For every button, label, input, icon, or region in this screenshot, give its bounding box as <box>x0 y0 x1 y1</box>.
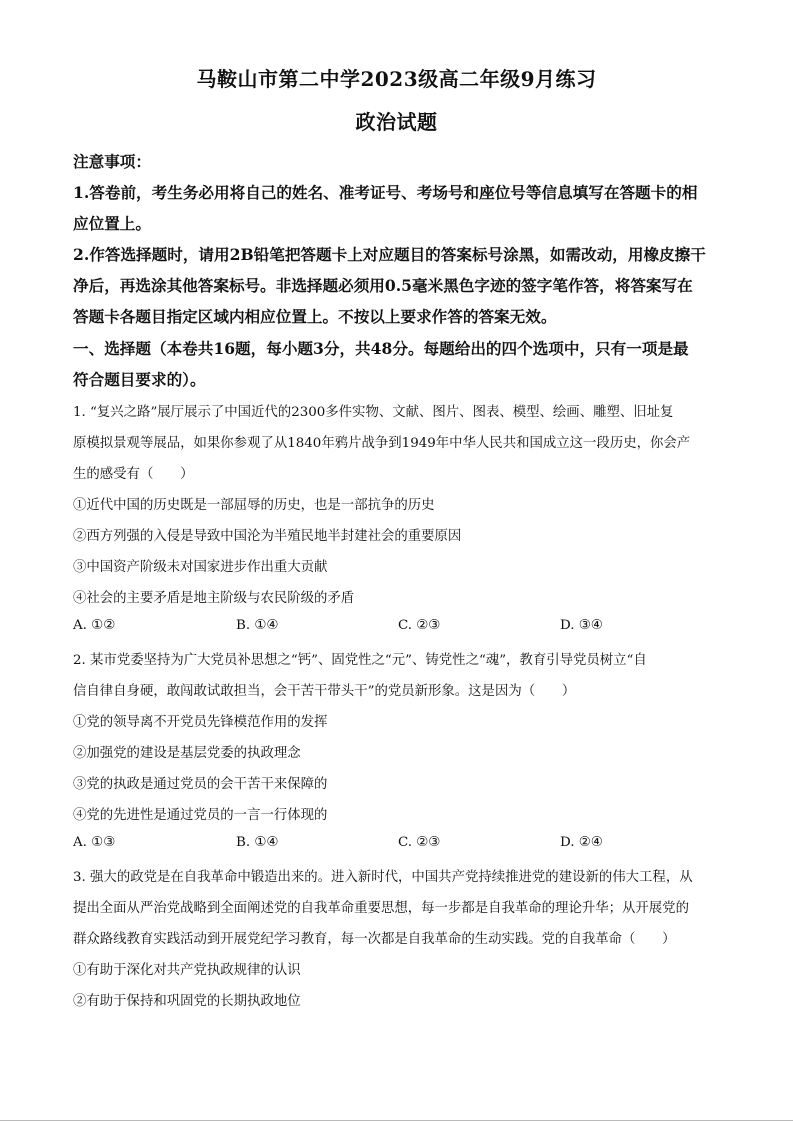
notice-heading: 注意事项： <box>73 152 151 171</box>
question-1-stem: 原模拟景观等展品，如果你参观了从1840年鸦片战争到1949年中华人民共和国成立这一段历史，你会产 <box>73 436 691 451</box>
exam-title: 马鞍山市第二中学2023级高二年级9月练习 <box>196 67 597 91</box>
question-1-option-c: C. ②③ <box>398 618 441 633</box>
question-2-item: ③党的执政是通过党员的会干苦干来保障的 <box>73 777 328 792</box>
question-1-option-b: B. ①④ <box>236 618 279 633</box>
question-3-stem: 提出全面从严治党战略到全面阐述党的自我革命重要思想，每一步都是自我革命的理论升华；从开展党的 <box>73 901 689 916</box>
question-1-item: ①近代中国的历史既是一部屈辱的历史，也是一部抗争的历史 <box>73 498 435 513</box>
question-2-item: ①党的领导离不开党员先锋模范作用的发挥 <box>73 715 328 730</box>
question-2-item: ④党的先进性是通过党员的一言一行体现的 <box>73 808 328 823</box>
question-3-stem: 群众路线教育实践活动到开展党纪学习教育，每一次都是自我革命的生动实践。党的自我革命（ ） <box>73 932 676 947</box>
question-2-stem: 信自律自身硬，敢闯敢试敢担当，会干苦干带头干”的党员新形象。这是因为（ ） <box>73 684 576 699</box>
question-1-item: ②西方列强的入侵是导致中国沦为半殖民地半封建社会的重要原因 <box>73 529 462 544</box>
question-1-stem: 1. “复兴之路”展厅展示了中国近代的2300多件实物、文献、图片、图表、模型、绘画、雕塑、旧址复 <box>73 405 674 420</box>
question-2-stem: 2. 某市党委坚持为广大党员补思想之“钙”、固党性之“元”、铸党性之“魂”，教育引导党员树立“自 <box>73 653 647 668</box>
question-3-item: ①有助于深化对共产党执政规律的认识 <box>73 963 301 978</box>
question-1-item: ④社会的主要矛盾是地主阶级与农民阶级的矛盾 <box>73 591 355 606</box>
question-1-option-d: D. ③④ <box>560 618 603 633</box>
question-2-option-c: C. ②③ <box>398 835 441 850</box>
page-bottom-rule <box>0 1120 793 1121</box>
section-heading: 符合题目要求的）。 <box>73 370 206 389</box>
section-heading: 一、选择题（本卷共16题，每小题3分，共48分。每题给出的四个选项中，只有一项是最 <box>73 339 689 358</box>
notice-line: 净后，再选涂其他答案标号。非选择题必须用0.5毫米黑色字迹的签字笔作答，将答案写在 <box>73 276 693 295</box>
question-3-stem: 3. 强大的政党是在自我革命中锻造出来的。进入新时代，中国共产党持续推进党的建设新的伟大工程，从 <box>73 870 693 885</box>
notice-line: 1.答卷前，考生务必用将自己的姓名、准考证号、考场号和座位号等信息填写在答题卡的相 <box>73 183 698 202</box>
notice-line: 2.作答选择题时，请用2B铅笔把答题卡上对应题目的答案标号涂黑，如需改动，用橡皮擦干 <box>73 245 706 264</box>
notice-line: 答题卡各题目指定区域内相应位置上。不按以上要求作答的答案无效。 <box>73 307 557 326</box>
question-1-item: ③中国资产阶级未对国家进步作出重大贡献 <box>73 560 328 575</box>
question-2-option-b: B. ①④ <box>236 835 279 850</box>
question-2-item: ②加强党的建设是基层党委的执政理念 <box>73 746 301 761</box>
notice-line: 应位置上。 <box>73 214 151 233</box>
exam-subtitle: 政治试题 <box>355 110 438 134</box>
question-1-option-a: A. ①② <box>73 618 116 633</box>
question-3-item: ②有助于保持和巩固党的长期执政地位 <box>73 994 301 1009</box>
question-2-option-a: A. ①③ <box>73 835 116 850</box>
question-2-option-d: D. ②④ <box>560 835 603 850</box>
question-1-stem: 生的感受有（ ） <box>73 467 194 482</box>
